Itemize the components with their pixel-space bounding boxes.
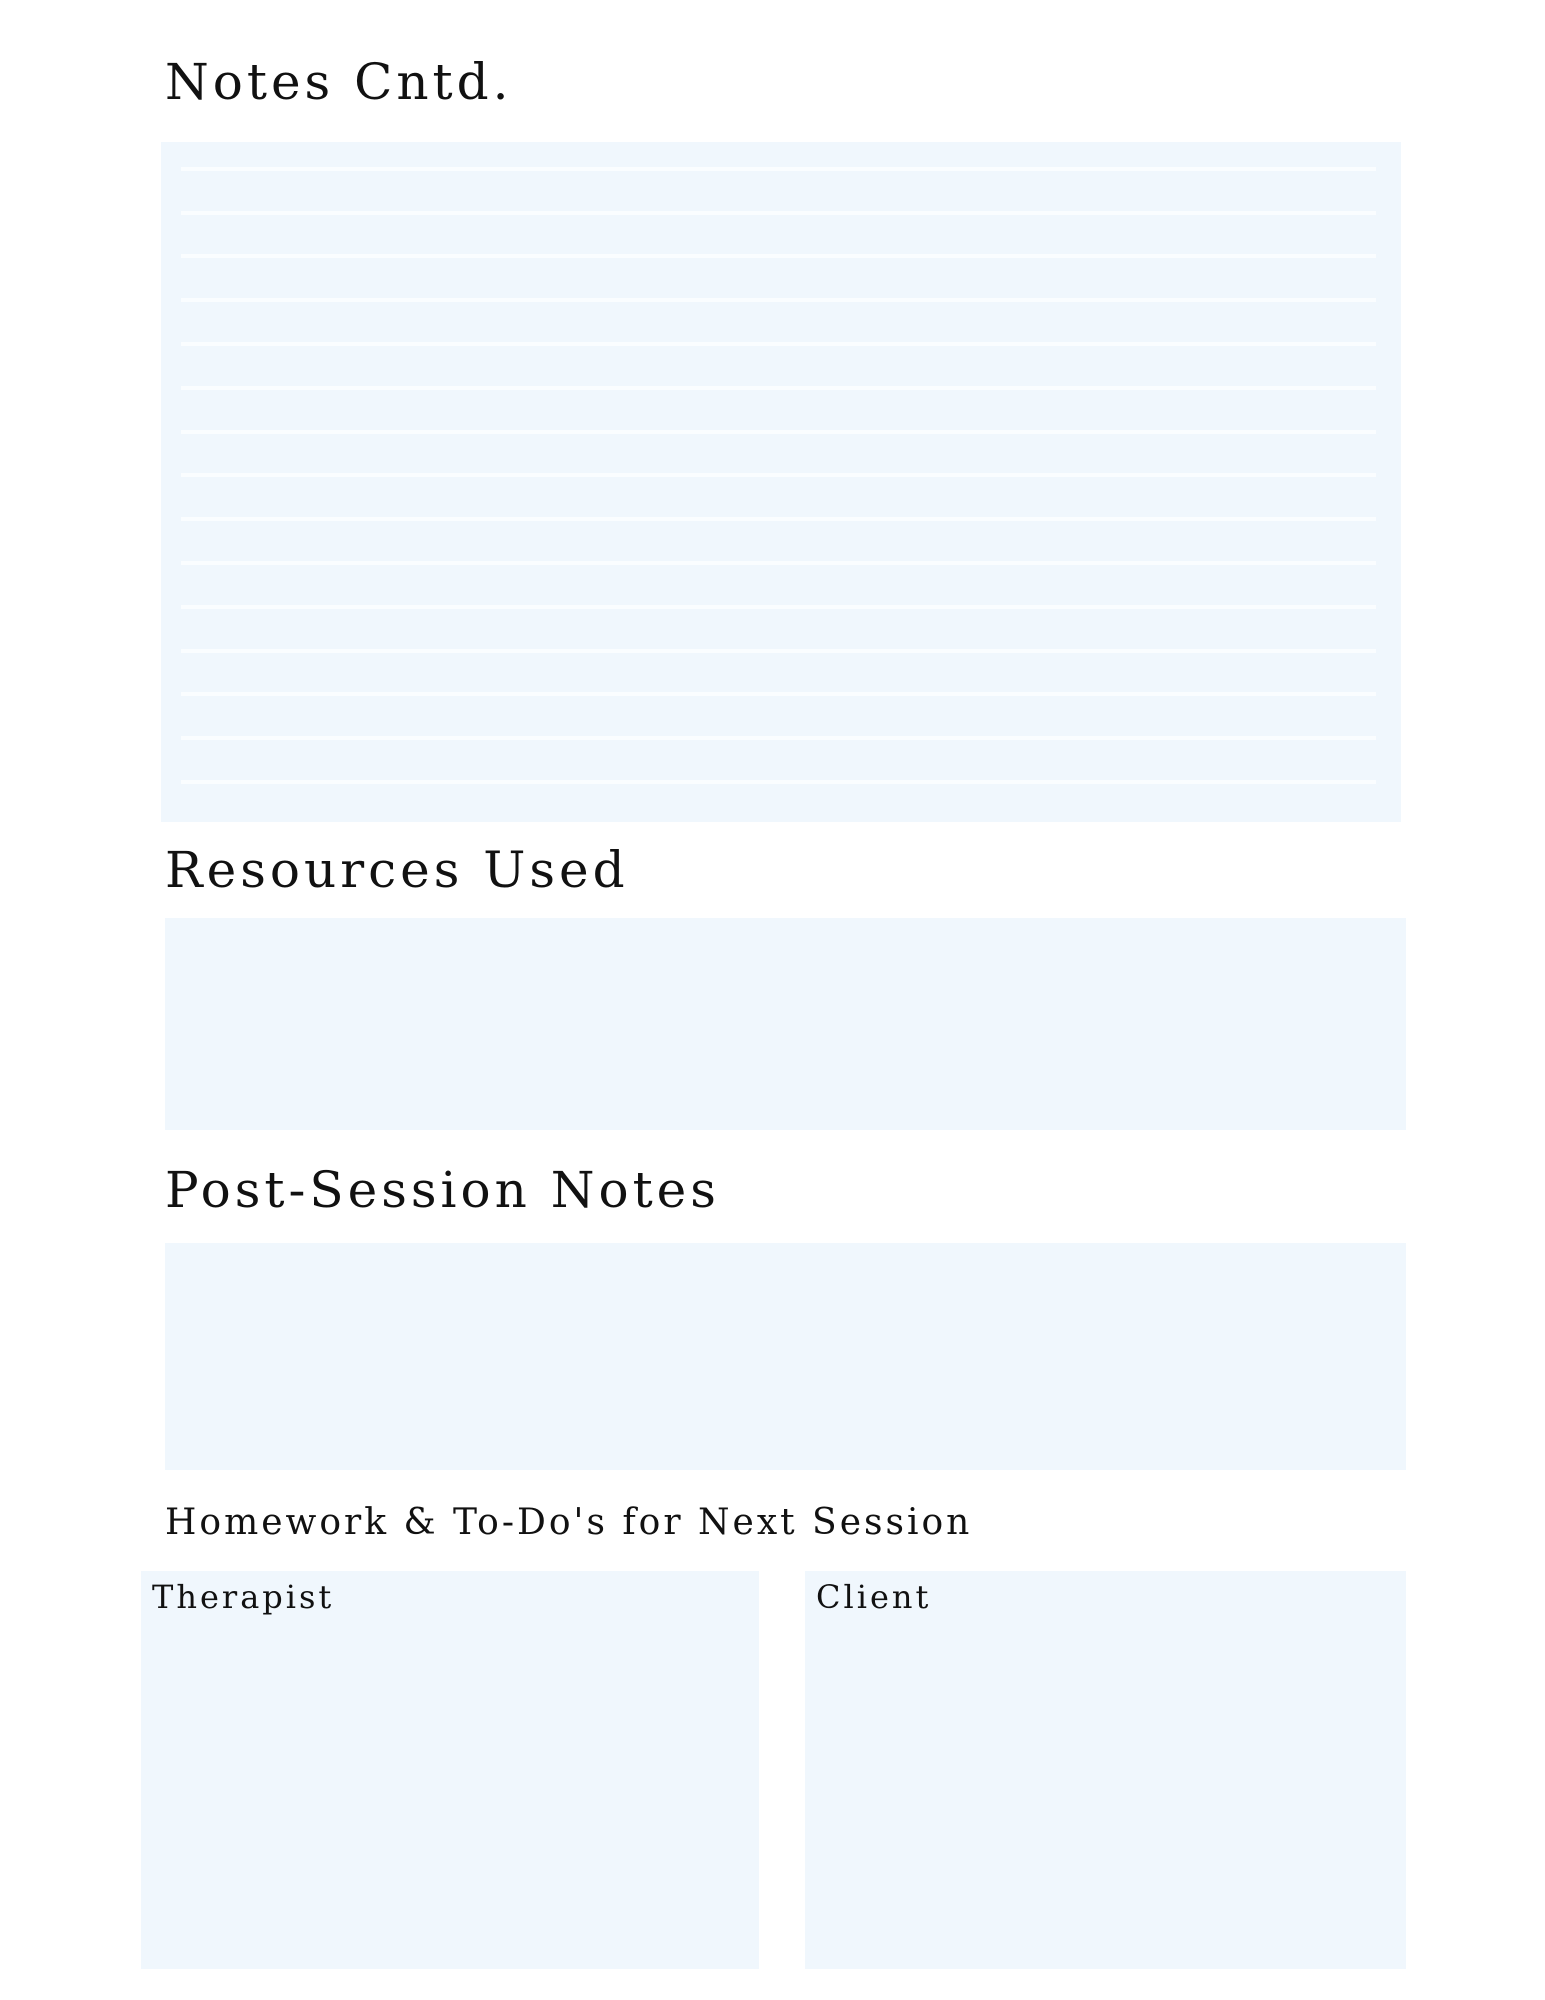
rule-line xyxy=(181,605,1376,609)
post-session-notes-box[interactable] xyxy=(165,1243,1406,1470)
rule-line xyxy=(181,561,1376,565)
rule-line xyxy=(181,211,1376,215)
ruled-lines xyxy=(181,142,1376,822)
therapist-box[interactable] xyxy=(141,1571,759,1969)
rule-line xyxy=(181,386,1376,390)
client-label: Client xyxy=(816,1578,932,1616)
homework-heading: Homework & To-Do's for Next Session xyxy=(165,1502,973,1543)
client-box[interactable] xyxy=(805,1571,1406,1969)
rule-line xyxy=(181,167,1376,171)
rule-line xyxy=(181,517,1376,521)
rule-line xyxy=(181,298,1376,302)
rule-line xyxy=(181,649,1376,653)
notes-cntd-heading: Notes Cntd. xyxy=(165,53,513,111)
notes-cntd-lined-area[interactable] xyxy=(161,142,1401,822)
resources-used-box[interactable] xyxy=(165,918,1406,1130)
rule-line xyxy=(181,342,1376,346)
rule-line xyxy=(181,736,1376,740)
rule-line xyxy=(181,692,1376,696)
therapist-label: Therapist xyxy=(152,1578,335,1616)
rule-line xyxy=(181,780,1376,784)
rule-line xyxy=(181,254,1376,258)
rule-line xyxy=(181,430,1376,434)
resources-used-heading: Resources Used xyxy=(165,841,629,899)
post-session-notes-heading: Post-Session Notes xyxy=(165,1161,720,1219)
rule-line xyxy=(181,473,1376,477)
